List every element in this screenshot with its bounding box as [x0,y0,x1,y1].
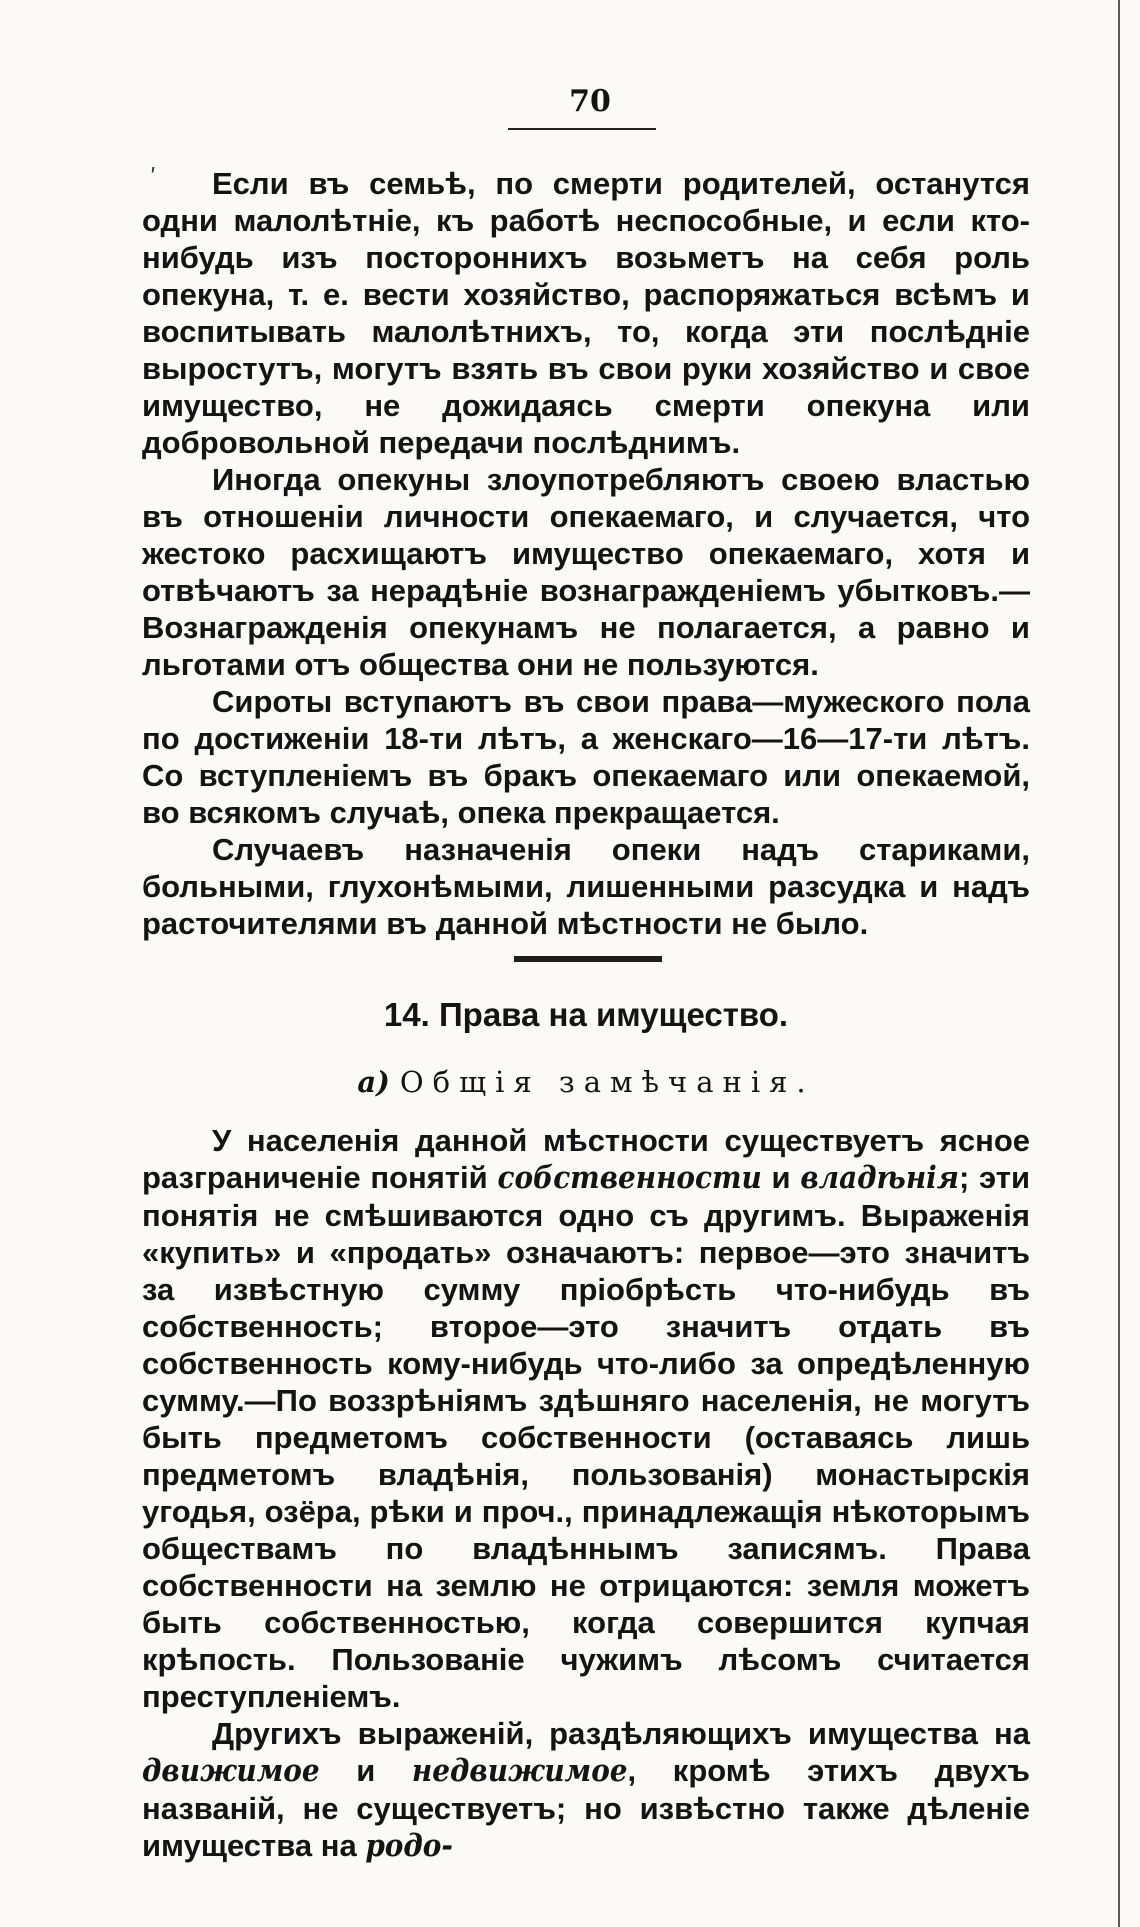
section-heading: 14. Права на имущество. [383,996,789,1033]
paragraph-guardian-abuse [142,461,1030,683]
italic-term: движимое [142,1753,320,1789]
text-run: Иногда опекуны злоупотребляютъ своею властью въ отношеніи личности опекаемаго, и случается, что жестоко расхищаютъ имущество опекаемаго, хотя и отвѣчаютъ за нерадѣніе вознагражденіемъ убытковъ.—Вознагражденія опекунамъ не полагается, а равно и льготами отъ общества они не пользуются. [142,462,1030,682]
text-run: Если въ семьѣ, по смерти родителей, останутся одни малолѣтніе, къ работѣ неспособные, и если кто-нибудь изъ постороннихъ возьметъ на себя роль опекуна, т. е. вести хозяйство, распоряжаться всѣмъ и воспитывать малолѣтнихъ, то, когда эти послѣдніе выростутъ, могутъ взять въ свои руки хозяйство и свое имущество, не дожидаясь смерти опекуна или добровольной передачи послѣднимъ. [142,166,1030,460]
section-property-rights [142,1122,1030,1865]
page-edge-line [1118,0,1120,1927]
text-run: У населенія данной мѣстности существуетъ ясное разграниченіе понятій [142,1123,1030,1195]
text-run: Другихъ выраженій, раздѣляющихъ имущества на [212,1716,1030,1751]
paragraph-orphans-guardian [142,165,1030,461]
section-divider [514,956,662,962]
text-run: ; эти понятія не смѣшиваются одно съ другимъ. Выраженія «купить» и «продать» означаютъ: первое—это значитъ за извѣстную сумму пріобрѣсть что-нибудь въ собственность; второе—это значитъ отдать въ собственность кому-нибудь что-либо за опредѣленную сумму.—По воззрѣніямъ здѣшняго населенія, не могутъ быть предметомъ собственности (оставаясь лишь предметомъ владѣнія, пользованія) монастырскія угодья, озёра, рѣки и проч., принадлежащія нѣкоторымъ обществамъ по владѣннымъ записямъ. Права собственности на землю не отрицаются: земля можетъ быть собственностью, когда совершится купчая крѣпость. Пользованіе чужимъ лѣсомъ считается преступленіемъ. [142,1160,1030,1714]
italic-term: собственности [497,1160,762,1196]
italic-term: владѣнія [800,1160,959,1196]
page-number-rule [508,128,656,130]
italic-term: родо- [365,1828,453,1864]
text-run: и [761,1160,801,1195]
paragraph-ownership-concepts [142,1122,1030,1715]
italic-term: недвижимое [411,1753,628,1789]
paragraph-coming-of-age [142,683,1030,831]
text-run: и [319,1753,412,1788]
text-run: Случаевъ назначенія опеки надъ стариками, больными, глухонѣмыми, лишенными разсудка и надъ расточителями въ данной мѣстности не было. [142,832,1030,941]
subsection-letter: а) [357,1065,390,1099]
text-run: , кромѣ этихъ двухъ названій, не существуетъ; но извѣстно также дѣленіе имущества на [142,1753,1030,1863]
page-number: 70 [569,84,611,119]
subsection-heading [142,1064,1030,1100]
text-run: Сироты вступаютъ въ свои права—мужеского пола по достиженіи 18-ти лѣтъ, а женскаго—16—17-ти лѣтъ. Со вступленіемъ въ бракъ опекаемаго или опекаемой, во всякомъ случаѣ, опека прекращается. [142,684,1030,830]
paragraph-property-division [142,1715,1030,1865]
paragraph-no-cases [142,831,1030,942]
scan-mark: ʹ [150,166,157,191]
subsection-title: Общія замѣчанія. [399,1065,815,1099]
section-guardianship [142,165,1030,942]
